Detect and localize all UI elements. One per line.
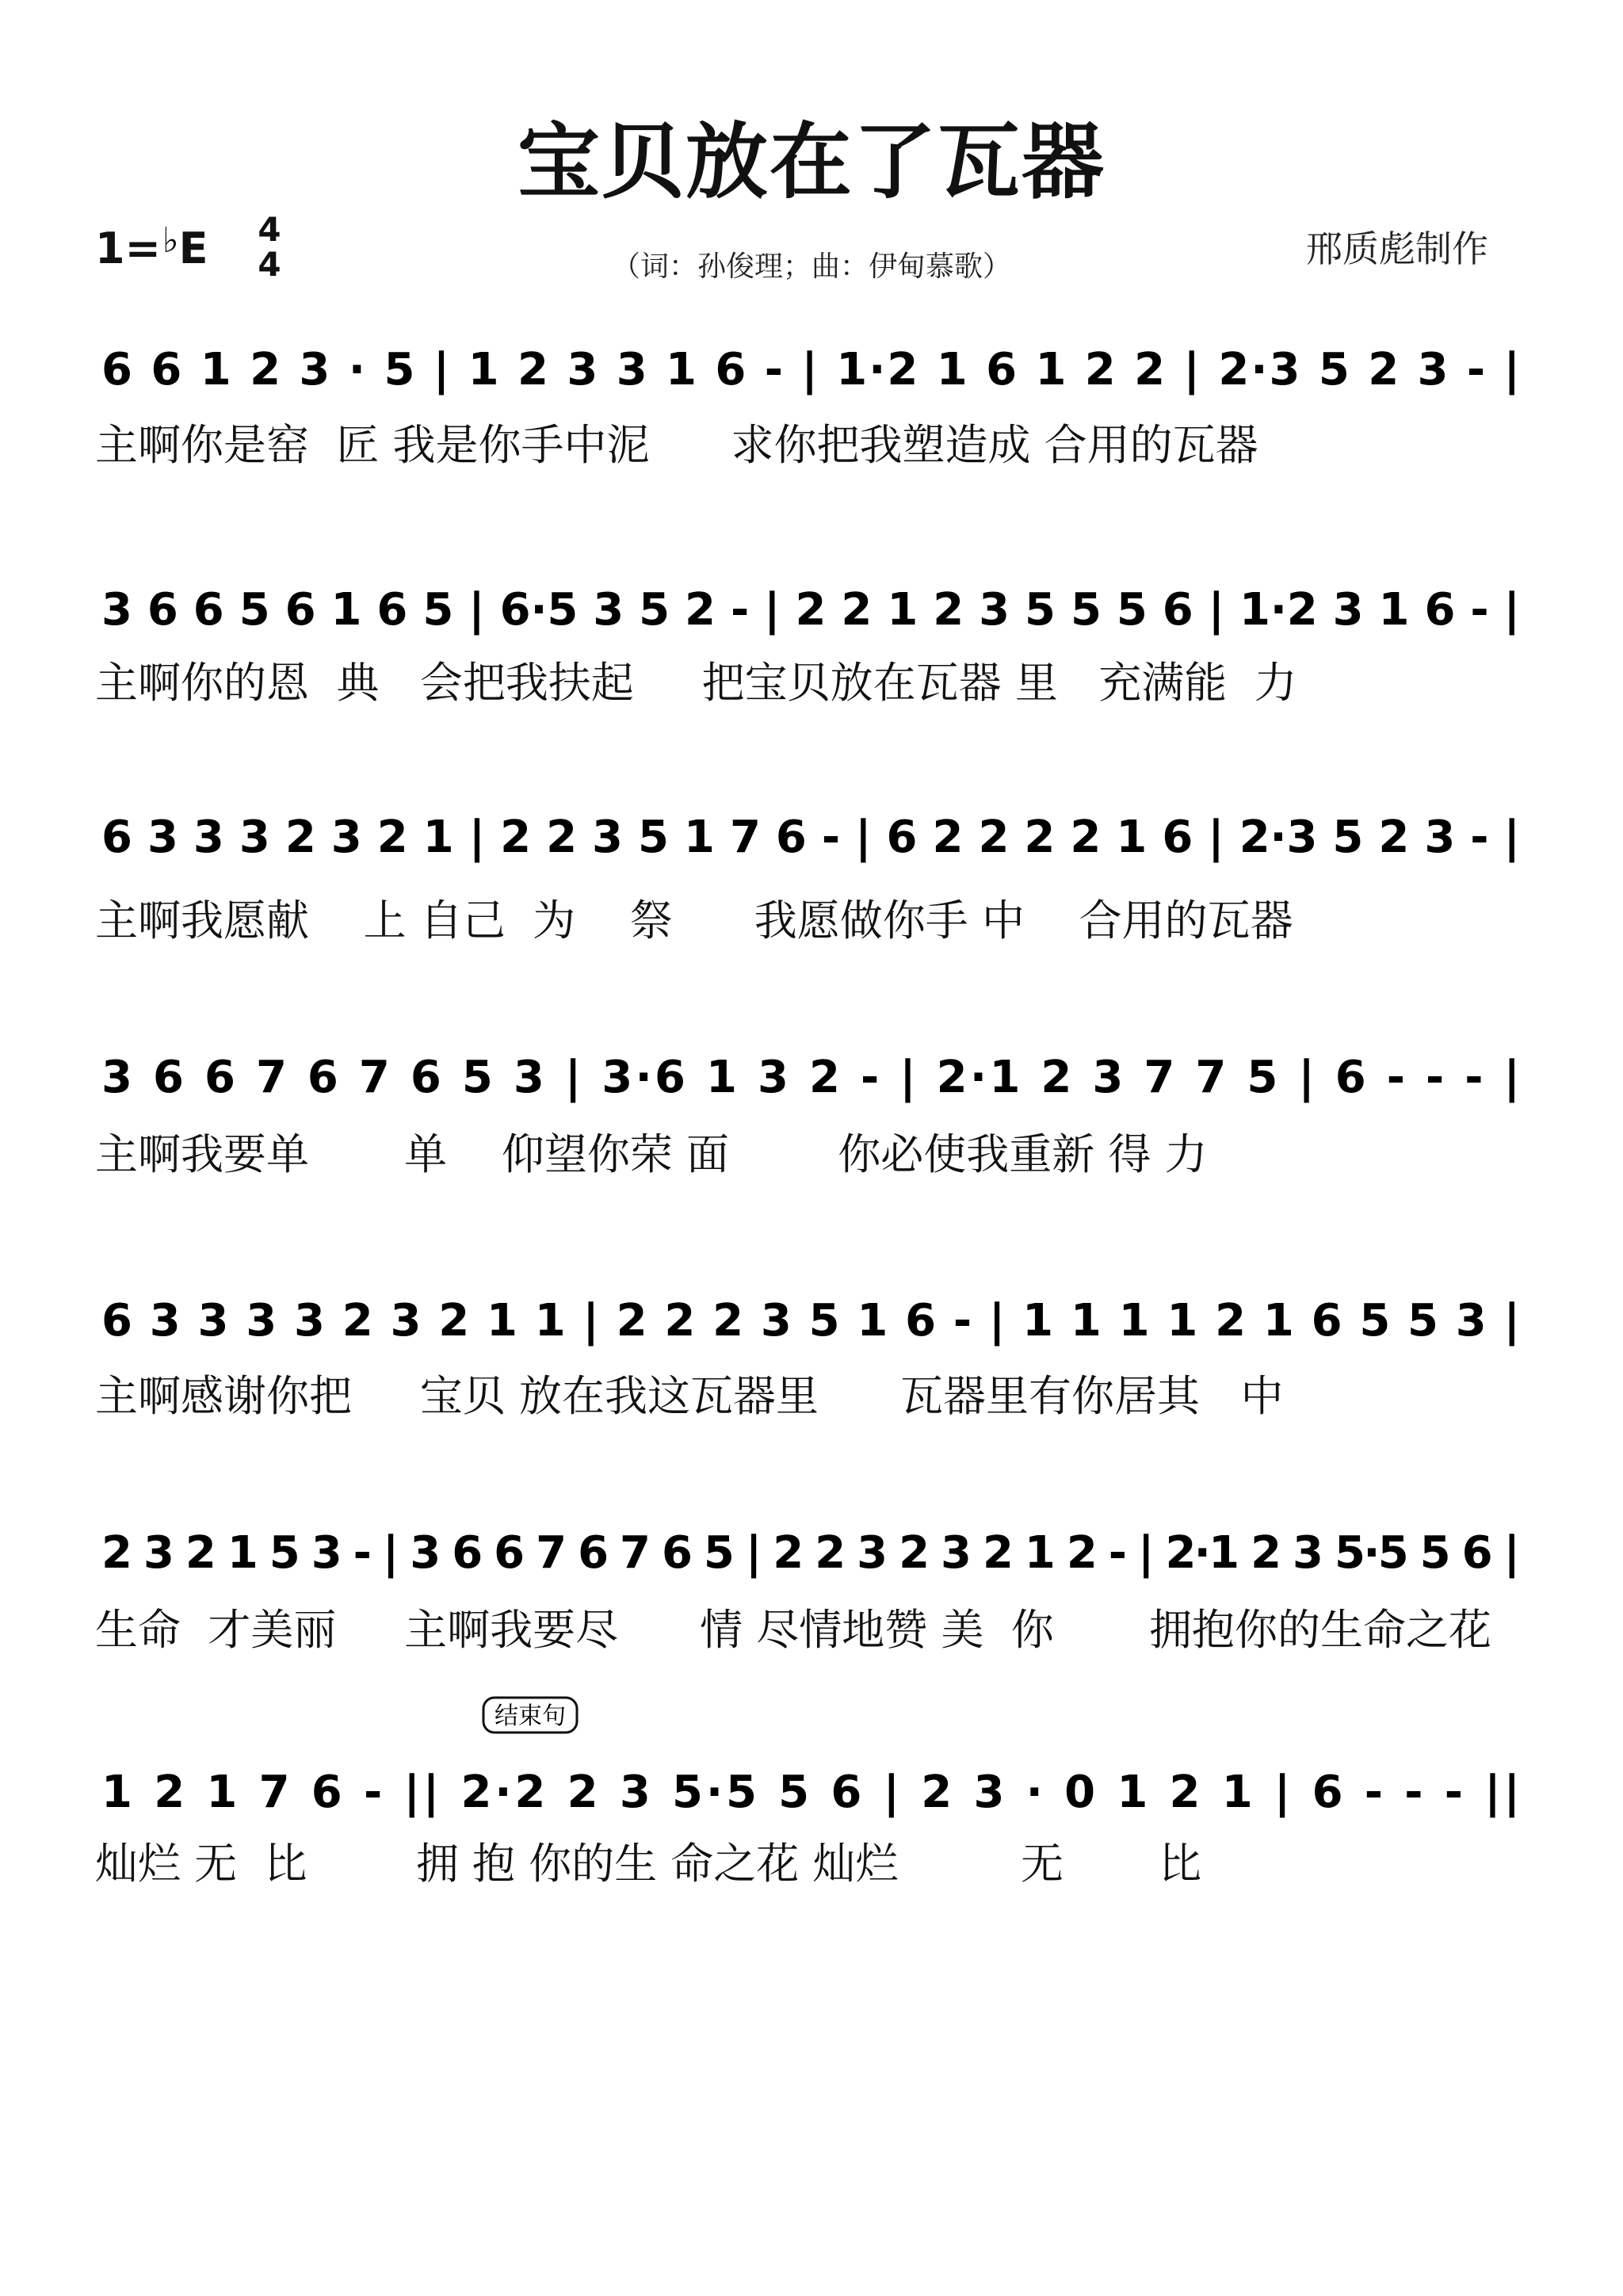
notation-line-4: 3 6 6 7 6 7 6 5 3 | 3·6 1 3 2 - | 2·1 2 3 7 7 5 | 6 - - - |	[101, 1052, 1520, 1103]
maker-credit: 邢质彪制作	[1306, 227, 1488, 270]
notation-line-6: 2 3 2 1 5 3 - | 3 6 6 7 6 7 6 5 | 2 2 3 2 3 2 1 2 - | 2·1 2 3 5·5 5 6 |	[101, 1527, 1520, 1579]
ending-label: 结束句	[495, 1702, 566, 1730]
notation-systems	[101, 344, 1520, 1818]
key-prefix: 1=	[95, 223, 161, 273]
lyrics-line-5: 主啊感谢你把 宝贝 放在我这瓦器里 瓦器里有你居其 中	[95, 1371, 1284, 1421]
notation-line-5: 6 3 3 3 3 2 3 2 1 1 | 2 2 2 3 5 1 6 - | 1 1 1 1 2 1 6 5 5 3 |	[101, 1295, 1520, 1347]
lyrics-line-4: 主啊我要单 单 仰望你荣 面 你必使我重新 得 力	[95, 1129, 1208, 1179]
notation-line-7: 1 2 1 7 6 - || 2·2 2 3 5·5 5 6 | 2 3 · 0 1 2 1 | 6 - - - ||	[101, 1767, 1520, 1818]
time-signature-top: 4	[258, 210, 281, 249]
credits: （词：孙俊理；曲：伊甸慕歌）	[611, 250, 1011, 283]
notation-line-3: 6 3 3 3 2 3 2 1 | 2 2 3 5 1 7 6 - | 6 2 2 2 2 1 6 | 2·3 5 2 3 - |	[101, 812, 1520, 863]
notation-line-1: 6 6 1 2 3 · 5 | 1 2 3 3 1 6 - | 1·2 1 6 1 2 2 | 2·3 5 2 3 - |	[101, 344, 1520, 395]
lyrics-line-2: 主啊你的恩 典 会把我扶起 把宝贝放在瓦器 里 充满能 力	[95, 658, 1297, 708]
lyrics-line-1: 主啊你是窑 匠 我是你手中泥 求你把我塑造成 合用的瓦器	[95, 420, 1258, 470]
lyrics-line-6: 生命 才美丽 主啊我要尽 情 尽情地赞 美 你 拥抱你的生命之花	[95, 1605, 1491, 1655]
score-title: 宝贝放在了瓦器	[517, 113, 1106, 210]
ending-marker	[483, 1698, 577, 1733]
flat-sign: ♭	[162, 220, 179, 261]
lyrics-line-3: 主啊我愿献 上 自己 为 祭 我愿做你手 中 合用的瓦器	[95, 896, 1293, 946]
lyrics-line-7: 灿烂 无 比 拥 抱 你的生 命之花 灿烂 无 比	[95, 1839, 1202, 1889]
time-signature-bottom: 4	[258, 245, 281, 284]
key-note: E	[178, 223, 208, 273]
notation-line-2: 3 6 6 5 6 1 6 5 | 6·5 3 5 2 - | 2 2 1 2 3 5 5 5 6 | 1·2 3 1 6 - |	[101, 584, 1520, 636]
